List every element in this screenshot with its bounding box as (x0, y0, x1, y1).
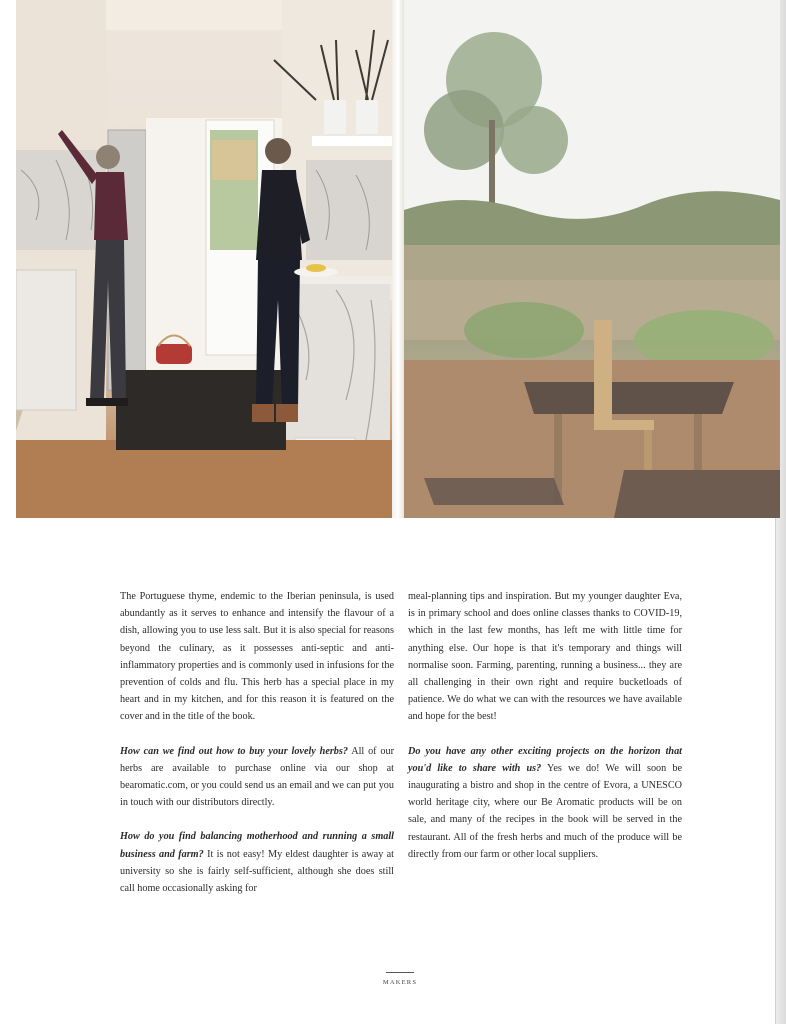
window-frame (392, 0, 404, 518)
page-footer (360, 972, 440, 986)
kitchen-illustration (16, 0, 392, 518)
article-column-right (408, 588, 682, 880)
section-label: MAKERS (382, 979, 418, 986)
question-buy-herbs: How can we find out how to buy your lovely herbs? (120, 745, 348, 757)
qa-herbs (120, 743, 394, 812)
garden-illustration (404, 0, 780, 518)
kitchen-photo (16, 0, 392, 518)
answer-buy-herbs: All of our herbs are available to purchase online via our shop at bearomatic.com, or you could send us an email and we can put you in touch with our distributors directly. (120, 745, 394, 809)
photo-spread (16, 0, 780, 518)
footer-rule (386, 972, 414, 973)
qa-projects (408, 743, 682, 863)
question-projects: Do you have any other exciting projects on the horizon that you'd like to share with us? (408, 745, 682, 774)
article-column-left (120, 588, 394, 914)
qa-motherhood (120, 828, 394, 897)
garden-photo (404, 0, 780, 518)
answer-motherhood: It is not easy! My eldest daughter is away at university so she is fairly self-sufficient, although she does still call home occasionally asking for (120, 848, 395, 895)
paragraph-continued: meal-planning tips and inspiration. But my younger daughter Eva, is in primary school and does online classes thanks to COVID-19, which in the last few months, has left me with little time for anything else. Our hope is that it's temporary and things will normalise soon. Farming, parenting, running a business... they are all challenging in their own right and require bucketloads of patience. We do what we can with the resources we have available and hope for the best! (408, 591, 682, 723)
paragraph-thyme: The Portuguese thyme, endemic to the Iberian peninsula, is used abundantly as it serves to enhance and intensify the flavour of a dish, allowing you to use less salt. But it is also special for reasons beyond the culinary, as it possesses anti-septic and anti-inflammatory properties and is commonly used in infusions for the prevention of colds and flu. This herb has a special place in my heart and in my kitchen, and for this reason it is featured on the cover and in the title of the book. (120, 591, 394, 723)
answer-projects: Yes we do! We will soon be inaugurating a bistro and shop in the centre of Evora, a UNESCO world heritage city, where our Be Aromatic products will be on sale, and many of the recipes in the book will be served in the restaurant. All of the fresh herbs and much of the produce will be directly from our farm or other local suppliers. (408, 762, 683, 860)
question-motherhood: How do you find balancing motherhood and running a small business and farm? (120, 831, 394, 860)
